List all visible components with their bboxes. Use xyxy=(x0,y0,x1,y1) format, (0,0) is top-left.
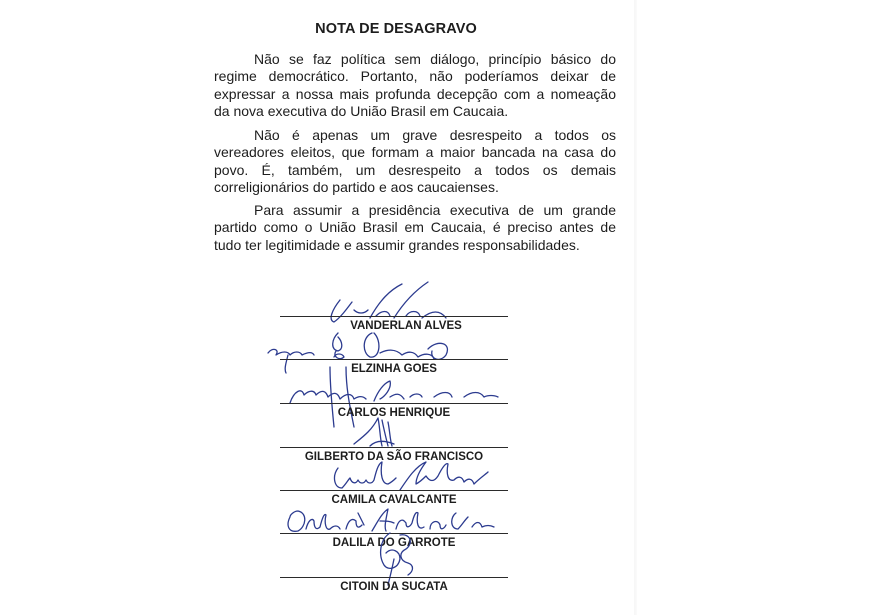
signature-line xyxy=(280,359,508,360)
signatory-name: CARLOS HENRIQUE xyxy=(337,407,451,419)
signatory-name: CAMILA CAVALCANTE xyxy=(331,494,457,506)
signatory-name: DALILA DO GARROTE xyxy=(332,537,456,549)
signature-line xyxy=(280,316,508,317)
paragraph-3: Para assumir a presidência executiva de um grande partido como o União Brasil em Caucaia, é preciso antes de tudo ter legitimidade e assumir grandes responsabilidades. xyxy=(214,202,616,253)
signature-line xyxy=(280,403,508,404)
signatory-name: GILBERTO DA SÃO FRANCISCO xyxy=(304,451,484,463)
signatory-name: ELZINHA GOES xyxy=(351,363,437,375)
signature-line xyxy=(280,577,508,578)
paragraph-2: Não é apenas um grave desrespeito a todos os vereadores eleitos, que formam a maior bancada na casa do povo. É, também, um desrespeito a todos os demais correligionários do partido e aos caucaienses. xyxy=(214,127,616,196)
paper-edge xyxy=(634,0,637,615)
signatory-name: VANDERLAN ALVES xyxy=(350,320,462,332)
handwritten-signature-icon xyxy=(370,529,430,589)
signatory-name: CITOIN DA SUCATA xyxy=(340,581,448,593)
document-title: NOTA DE DESAGRAVO xyxy=(315,21,477,37)
paragraph-1: Não se faz política sem diálogo, princípio básico do regime democrático. Portanto, não poderíamos deixar de expressar a nossa mais profunda decepção com a nomeação da nova executiva do União Brasil em Caucaia. xyxy=(214,51,616,120)
signature-line xyxy=(280,447,508,448)
signature-line xyxy=(280,490,508,491)
signature-block-citoin xyxy=(280,541,508,601)
